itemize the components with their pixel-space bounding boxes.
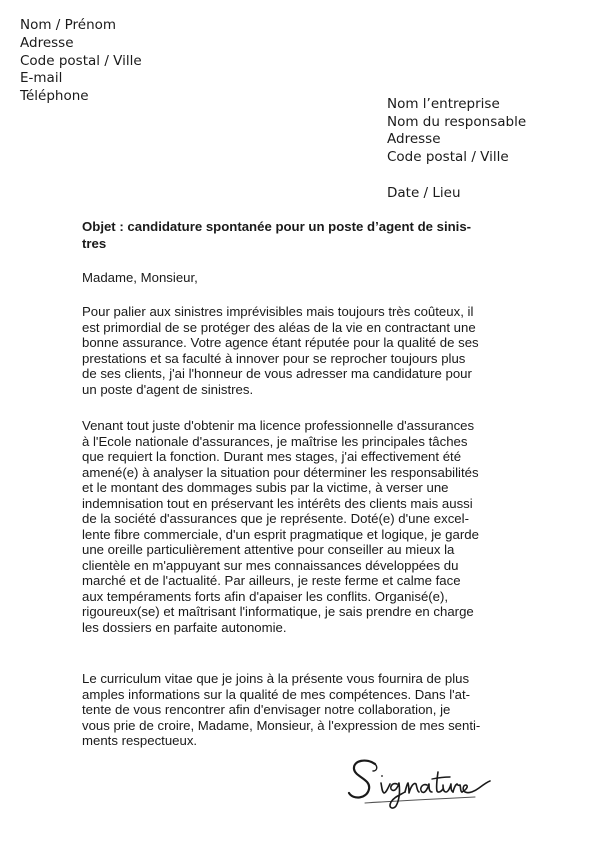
sender-address: Adresse [20, 34, 74, 51]
text-line: lente fibre commerciale, d'un esprit pragmatique et logique, je garde [82, 526, 479, 542]
text-line: Pour palier aux sinistres imprévisibles mais toujours très coûteux, il [82, 304, 474, 319]
text-line: est primordial de se protéger des aléas de la vie en contractant une [82, 319, 476, 335]
text-line: marché et de l'actualité. Par ailleurs, je reste ferme et calme face [82, 573, 461, 588]
text-line: de la société d'assurances que je représente. Doté(e) d'une excel- [82, 511, 469, 526]
text-line: clientèle en m'appuyant sur mes connaissances développées du [82, 557, 459, 573]
text-line: indemnisation tout en préservant les intérêts des clients mais aussi [82, 495, 473, 511]
text-line: de ses clients, j'ai l'honneur de vous adresser ma candidature pour [82, 366, 472, 381]
sender-name: Nom / Prénom [20, 17, 117, 33]
paragraph-closing [82, 671, 480, 749]
paragraph-experience [82, 418, 479, 635]
letter-subject [82, 219, 512, 252]
text-line: ments respectueux. [82, 733, 198, 748]
paragraph-intro [82, 304, 479, 397]
text-line: un poste d'agent de sinistres. [82, 381, 254, 397]
recipient-company: Nom l’entreprise [387, 96, 500, 112]
subject-line: tres [82, 235, 107, 251]
text-line: et le montant des dommages subis par la victime, à verser une [82, 480, 449, 495]
subject-line: Objet : candidature spontanée pour un poste d’agent de sinis- [82, 219, 472, 234]
text-line: amples informations sur la qualité de mes compétences. Dans l'at- [82, 686, 471, 702]
text-line: Venant tout juste d'obtenir ma licence professionnelle d'assurances [82, 418, 475, 433]
text-line: aux tempéraments forts afin d'apaiser les conflits. Organisé(e), [82, 588, 449, 604]
text-line: rigoureux(se) et maîtrisant l'informatique, je sais prendre en charge [82, 604, 474, 619]
text-line: amené(e) à analyser la situation pour déterminer les responsabilités [82, 464, 479, 480]
sender-phone: Téléphone [20, 88, 89, 105]
sender-postal-city: Code postal / Ville [20, 52, 142, 69]
text-line: que requiert la fonction. Durant mes stages, j'ai effectivement été [82, 449, 462, 464]
sender-block [20, 17, 142, 106]
date-place: Date / Lieu [387, 185, 461, 201]
text-line: à l'Ecole nationale d'assurances, je maîtrise les principales tâches [82, 433, 468, 449]
text-line: Le curriculum vitae que je joins à la présente vous fournira de plus [82, 671, 470, 686]
text-line: une oreille particulièrement attentive pour conseiller au mieux la [82, 542, 455, 557]
recipient-block [387, 96, 526, 166]
text-line: bonne assurance. Votre agence étant réputée pour la qualité de ses [82, 335, 479, 350]
salutation: Madame, Monsieur, [82, 270, 198, 285]
text-line: les dossiers en parfaite autonomie. [82, 619, 287, 635]
recipient-manager: Nom du responsable [387, 113, 527, 130]
sender-email: E-mail [20, 70, 63, 87]
text-line: prestations et sa faculté à innover pour se reprocher toujours plus [82, 350, 466, 366]
handwritten-signature [345, 755, 495, 813]
recipient-postal-city: Code postal / Ville [387, 148, 509, 165]
recipient-address: Adresse [387, 131, 441, 147]
text-line: tente de vous rencontrer afin d'envisager notre collaboration, je [82, 702, 451, 717]
text-line: vous prie de croire, Madame, Monsieur, à l'expression de mes senti- [82, 717, 481, 733]
